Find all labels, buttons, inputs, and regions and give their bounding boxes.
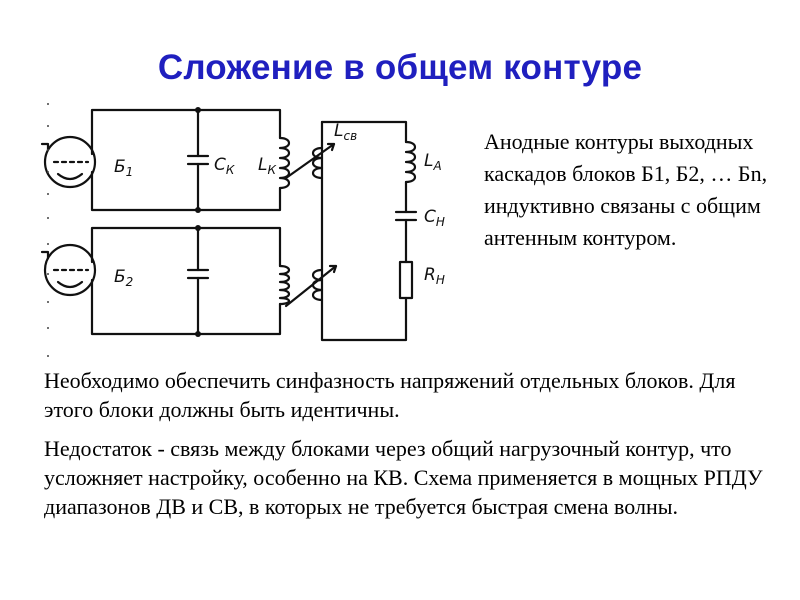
label-lsv-sub: св (343, 129, 358, 143)
label-b1: Б (114, 157, 126, 177)
antenna-loop-wire (322, 122, 406, 340)
svg-text:CH (424, 207, 445, 229)
inductor-b2-icon (280, 266, 289, 304)
svg-text:CК (214, 155, 235, 177)
paragraph-requirement: Необходимо обеспечить синфазность напряжений отдельных блоков. Для этого блоки должны быть идентичны. (44, 368, 736, 422)
label-b2-sub: 2 (125, 275, 134, 289)
resistor-rn-icon (400, 262, 412, 298)
b1-top-wire (92, 110, 280, 154)
label-lk: L (258, 155, 268, 175)
capacitor-ca-icon (396, 212, 416, 262)
tube-b1-icon (42, 137, 95, 187)
capacitor-b2-icon (188, 228, 208, 334)
inductor-lk-icon (280, 138, 289, 188)
label-la: L (424, 151, 434, 171)
svg-text:Б1 (114, 157, 133, 179)
svg-text:Lсв (334, 121, 357, 143)
label-rn-sub: H (435, 273, 445, 287)
b2-top-wire (92, 228, 280, 266)
label-ca: C (424, 207, 436, 227)
label-ca-sub: H (435, 215, 445, 229)
svg-text:RH (424, 265, 445, 287)
circuit-diagram (40, 98, 460, 360)
coupling-coil-2-icon (286, 266, 336, 306)
inductor-la-icon (406, 142, 415, 212)
label-rn: R (424, 265, 436, 285)
label-ck-sub: К (225, 163, 235, 177)
b2-bottom-wire (92, 280, 280, 334)
label-la-sub: A (433, 159, 442, 173)
tube-b2-icon (42, 245, 95, 295)
capacitor-ck-icon (188, 110, 208, 210)
svg-text:LA (424, 151, 442, 173)
left-edge-dots (47, 103, 49, 357)
svg-text:LК (258, 155, 276, 177)
paragraph-drawback: Недостаток - связь между блоками через общий нагрузочный контур, что усложняет настройку, особенно на КВ. Схема применяется в мощных РПДУ диапазонов ДВ и СВ, в которых не требуется быстрая смена волны. (44, 436, 763, 519)
label-ck: C (214, 155, 226, 175)
slide-title: Сложение в общем контуре (157, 48, 643, 87)
body-text (44, 366, 784, 531)
side-description: Анодные контуры выходных каскадов блоков Б1, Б2, … Бn, индуктивно связаны с общим антенным контуром. (484, 129, 768, 250)
coupling-coil-1-icon (286, 144, 334, 178)
b1-bottom-wire (92, 172, 280, 210)
label-lsv: L (334, 121, 344, 141)
label-b2: Б (114, 267, 126, 287)
svg-text:Б2 (114, 267, 133, 289)
label-b1-sub: 1 (125, 165, 134, 179)
label-lk-sub: К (267, 163, 277, 177)
